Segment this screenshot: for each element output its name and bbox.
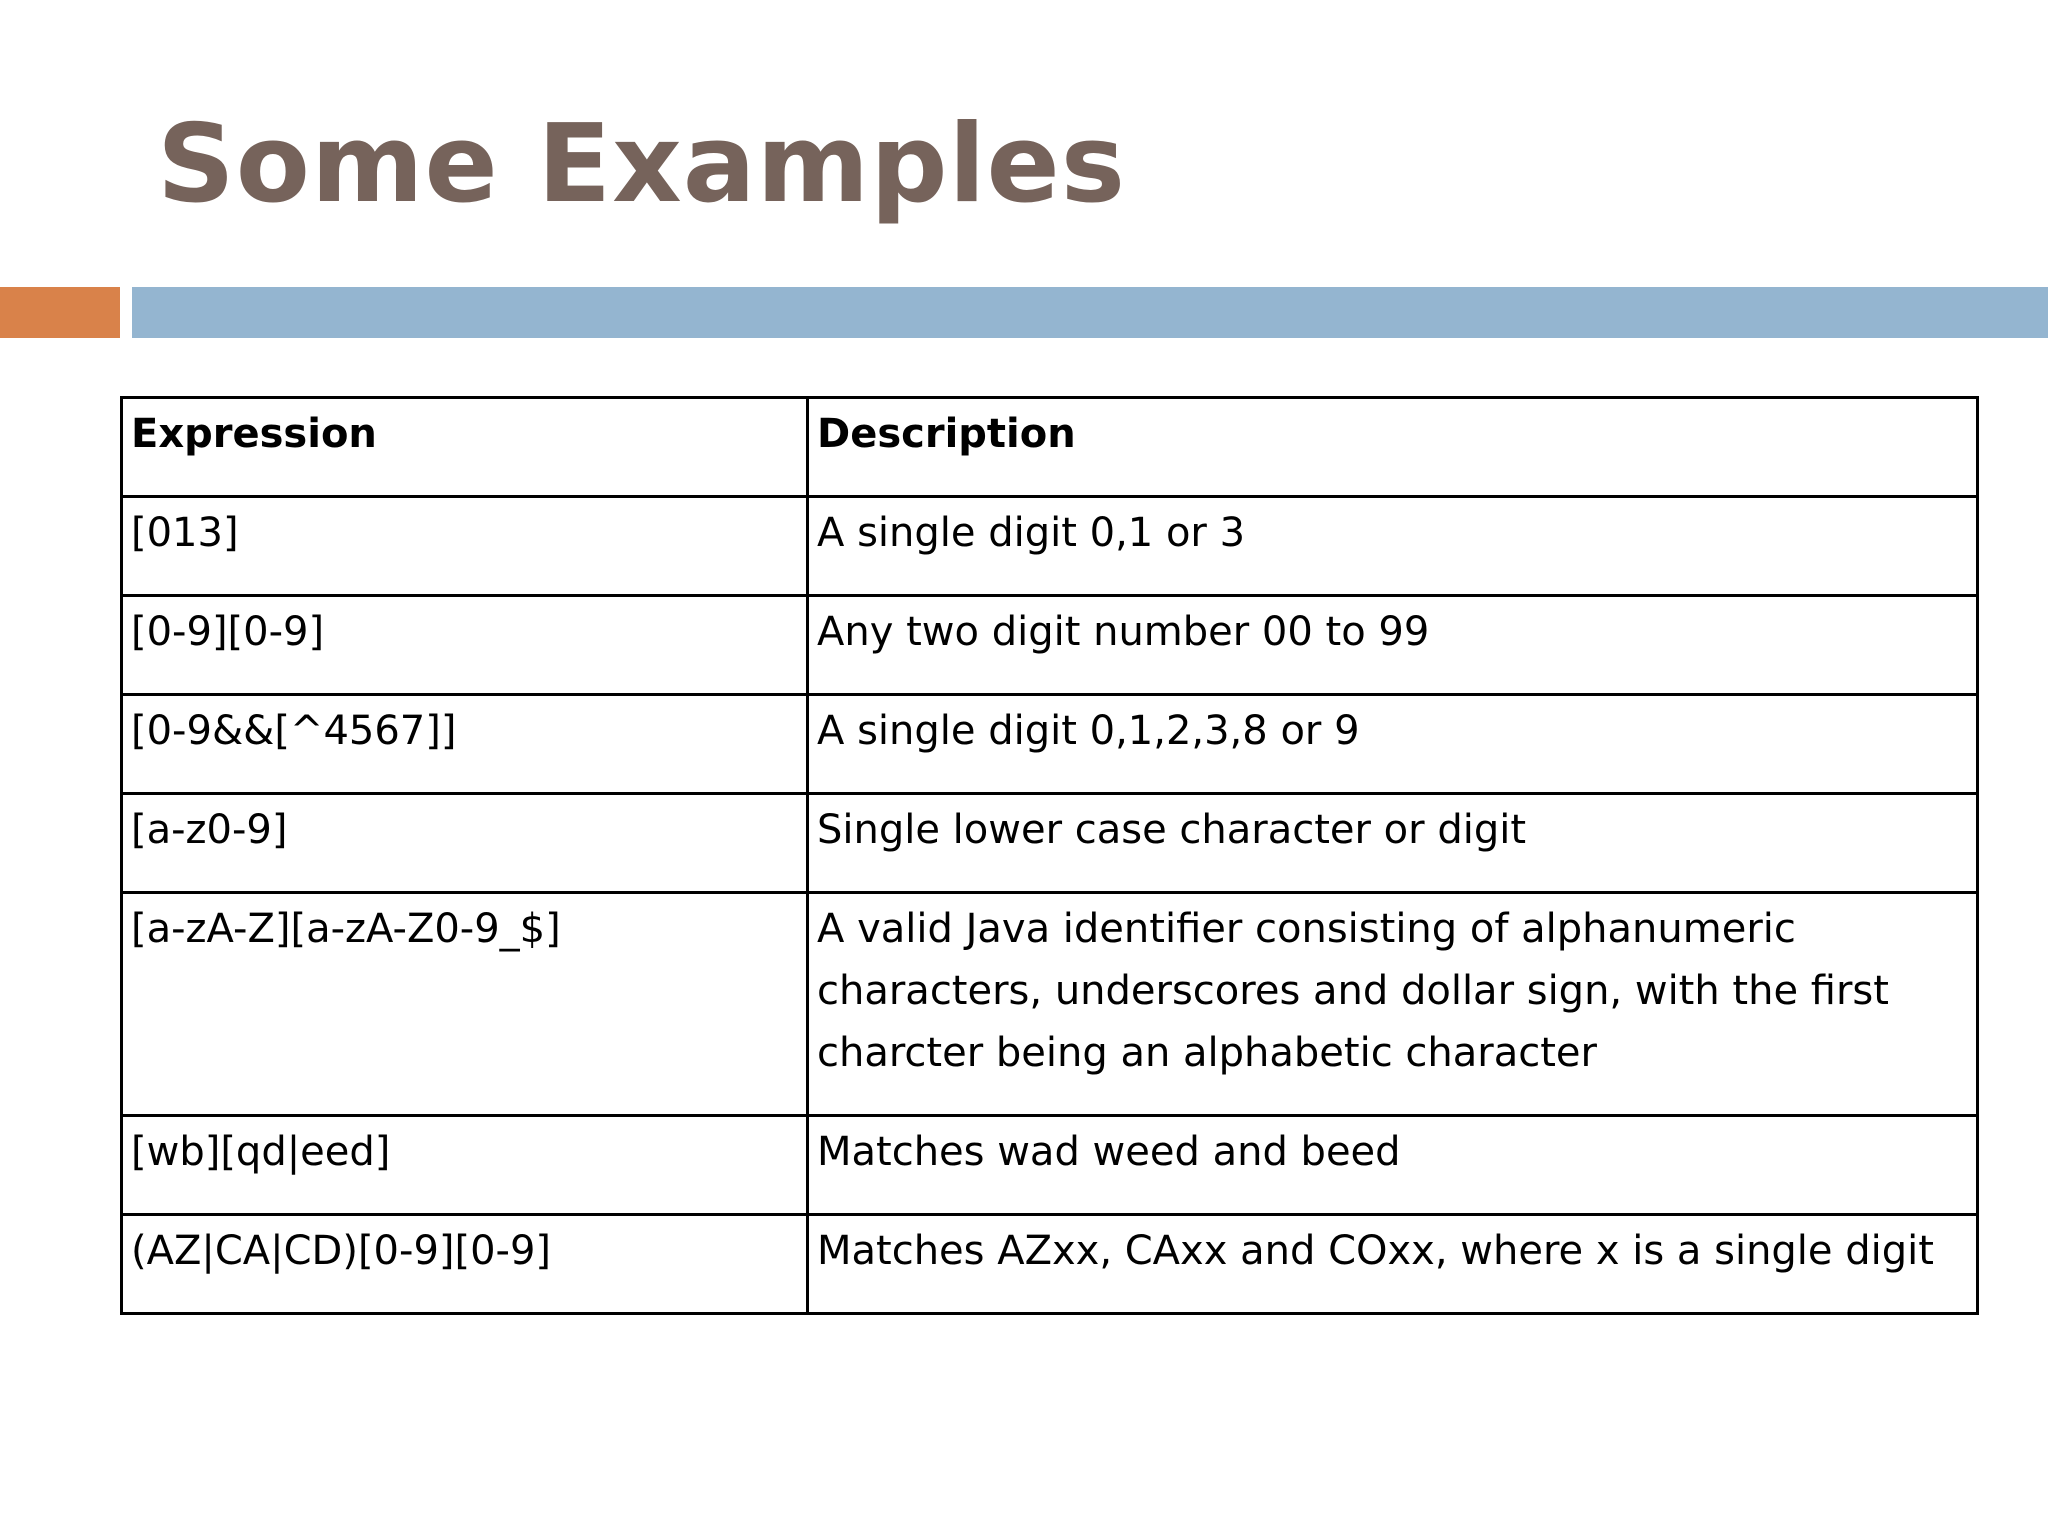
table-row [122,893,1978,1116]
description-cell: Matches wad weed and beed [808,1116,1978,1215]
expression-cell: [0-9][0-9] [122,596,808,695]
table-row [122,596,1978,695]
description-cell: Any two digit number 00 to 99 [808,596,1978,695]
description-cell: A single digit 0,1 or 3 [808,497,1978,596]
expression-cell: [0-9&&[^4567]] [122,695,808,794]
table-row [122,794,1978,893]
accent-bar-orange [0,287,120,338]
header-expression: Expression [122,398,808,497]
expression-cell: [a-zA-Z][a-zA-Z0-9_$] [122,893,808,1116]
description-cell: Matches AZxx, CAxx and COxx, where x is a single digit [808,1215,1978,1314]
table-row [122,695,1978,794]
table-row [122,1116,1978,1215]
expression-cell: [a-z0-9] [122,794,808,893]
table-row [122,497,1978,596]
expression-cell: [013] [122,497,808,596]
description-cell: A valid Java identifier consisting of alphanumeric characters, underscores and dollar sign, with the first charcter being an alphabetic character [808,893,1978,1116]
expression-cell: (AZ|CA|CD)[0-9][0-9] [122,1215,808,1314]
table-row [122,1215,1978,1314]
slide-title: Some Examples [157,102,1127,227]
accent-bar-blue [132,287,2048,338]
table-header-row [122,398,1978,497]
header-description: Description [808,398,1978,497]
examples-table [120,396,1979,1315]
expression-cell: [wb][qd|eed] [122,1116,808,1215]
description-cell: A single digit 0,1,2,3,8 or 9 [808,695,1978,794]
description-cell: Single lower case character or digit [808,794,1978,893]
